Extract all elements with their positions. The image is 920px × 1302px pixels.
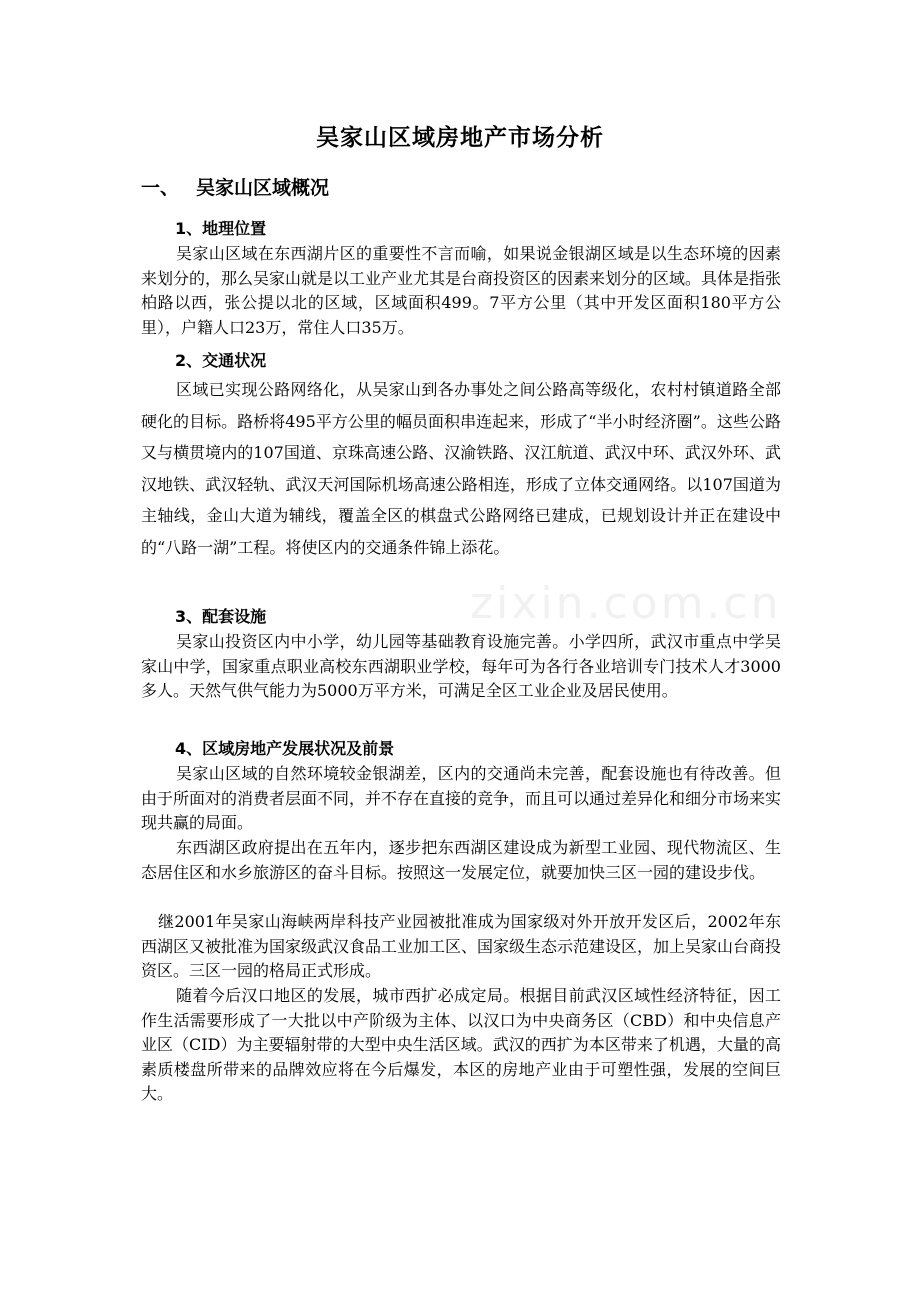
paragraph-prospects-2: 东西湖区政府提出在五年内，逐步把东西湖区建设成为新型工业园、现代物流区、生态居住区和水乡旅游区的奋斗目标。按照这一发展定位，就要加快三区一园的建设步伐。 bbox=[141, 838, 781, 882]
subsection-heading-transport: 2、交通状况 bbox=[175, 351, 267, 370]
paragraph-prospects-3: 继2001年吴家山海峡两岸科技产业园被批准成为国家级对外开放开发区后，2002年东西湖区又被批准为国家级武汉食品工业加工区、国家级生态示范建设区，加上吴家山台商投资区。三区一园的格局正式形成。 bbox=[141, 912, 782, 980]
section-heading bbox=[141, 173, 329, 200]
paragraph-facilities: 吴家山投资区内中小学，幼儿园等基础教育设施完善。小学四所，武汉市重点中学吴家山中学，国家重点职业高校东西湖职业学校，每年可为各行各业培训专门技术人才3000多人。天然气供气能力为5000万平方米，可满足全区工业企业及居民使用。 bbox=[141, 632, 781, 700]
subsection-heading-prospects: 4、区域房地产发展状况及前景 bbox=[175, 739, 395, 758]
document-title: 吴家山区域房地产市场分析 bbox=[316, 125, 604, 151]
subsection-heading-facilities: 3、配套设施 bbox=[175, 607, 267, 626]
paragraph-location: 吴家山区域在东西湖片区的重要性不言而喻，如果说金银湖区域是以生态环境的因素来划分的，那么吴家山就是以工业产业尤其是台商投资区的因素来划分的区域。具体是指张柏路以西，张公提以北的区域，区域面积499。7平方公里（其中开发区面积180平方公里），户籍人口23万，常住人口35万。 bbox=[141, 244, 782, 337]
section-number: 一、 bbox=[141, 177, 180, 199]
watermark: zixin.com.cn bbox=[470, 578, 782, 629]
section-title: 吴家山区域概况 bbox=[196, 177, 330, 199]
paragraph-prospects-1: 吴家山区域的自然环境较金银湖差，区内的交通尚未完善，配套设施也有待改善。但由于所面对的消费者层面不同，并不存在直接的竞争，而且可以通过差异化和细分市场来实现共赢的局面。 bbox=[141, 764, 782, 832]
paragraph-transport: 区域已实现公路网络化，从吴家山到各办事处之间公路高等级化，农村村镇道路全部硬化的目标。路桥将495平方公里的幅员面积串连起来，形成了“半小时经济圈”。这些公路又与横贯境内的107国道、京珠高速公路、汉渝铁路、汉江航道、武汉中环、武汉外环、武汉地铁、武汉轻轨、武汉天河国际机场高速公路相连，形成了立体交通网络。以107国道为主轴线，金山大道为辅线，覆盖全区的棋盘式公路网络已建成，已规划设计并正在建设中的“八路一湖”工程。将使区内的交通条件锦上添花。 bbox=[141, 380, 781, 557]
subsection-heading-location: 1、地理位置 bbox=[175, 219, 267, 238]
paragraph-prospects-4: 随着今后汉口地区的发展，城市西扩必成定局。根据目前武汉区域性经济特征，因工作生活需要形成了一大批以中产阶级为主体、以汉口为中央商务区（CBD）和中央信息产业区（CID）为主要辐射带的大型中央生活区域。武汉的西扩为本区带来了机遇，大量的高素质楼盘所带来的品牌效应将在今后爆发，本区的房地产业由于可塑性强，发展的空间巨大。 bbox=[141, 986, 781, 1103]
